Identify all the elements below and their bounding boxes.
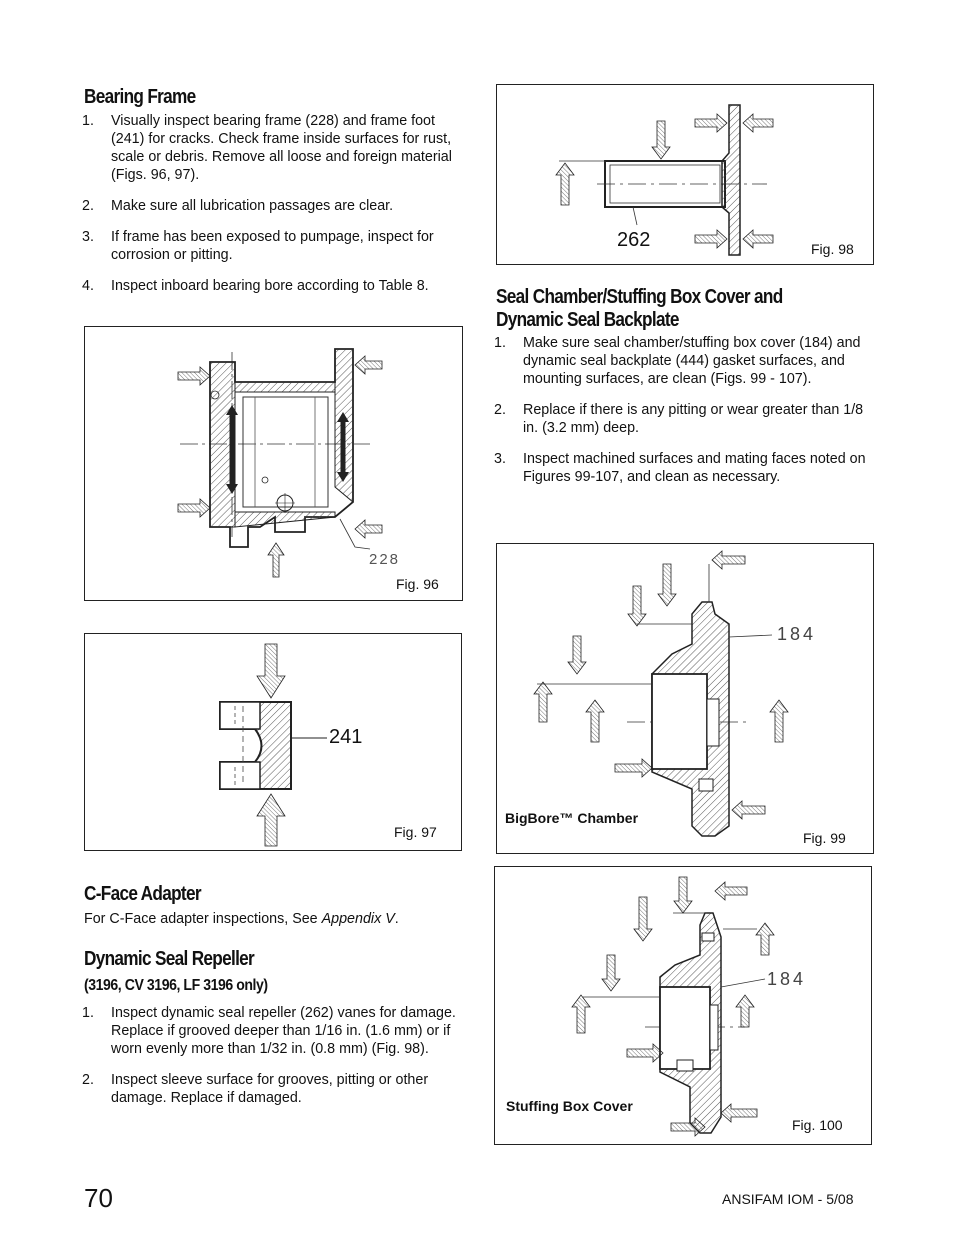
- figure-96: [84, 326, 463, 601]
- frame-foot-drawing: [85, 634, 463, 852]
- page-number: 70: [84, 1183, 113, 1213]
- figure-label: Fig. 98: [811, 241, 854, 257]
- list-item: 1. Inspect dynamic seal repeller (262) vanes for damage. Replace if grooved deeper than 1/16 in. (1.6 mm) or if worn evenly more than 1/32 in. (0.8 mm) (Fig. 98).: [82, 1005, 456, 1057]
- figure-99: [496, 543, 874, 854]
- c-face-text: For C-Face adapter inspections, See Appendix V.: [84, 911, 399, 927]
- figure-100: [494, 866, 872, 1145]
- list-item: 2. Make sure all lubrication passages are clear.: [82, 198, 394, 214]
- seal-chamber-heading: Seal Chamber/Stuffing Box Cover and Dynamic Seal Backplate: [496, 286, 783, 331]
- repeller-drawing: [497, 85, 875, 266]
- list-item: 1. Visually inspect bearing frame (228) and frame foot (241) for cracks. Check frame inside surfaces for rust, scale or debris. Remove all loose and foreign material (Figs. 96, 97).: [82, 113, 452, 183]
- repeller-subheading: (3196, CV 3196, LF 3196 only): [84, 977, 268, 994]
- bearing-frame-drawing: [85, 327, 464, 602]
- callout-228: 228: [369, 551, 401, 568]
- figure-label: Fig. 97: [394, 824, 437, 840]
- figure-97: [84, 633, 462, 851]
- figure-98: [496, 84, 874, 265]
- list-item: 2. Replace if there is any pitting or wear greater than 1/8 in. (3.2 mm) deep.: [494, 402, 864, 436]
- repeller-steps: [82, 1004, 462, 1120]
- seal-chamber-steps: [494, 334, 876, 499]
- bigbore-chamber-drawing: [497, 544, 875, 855]
- document-footer: ANSIFAM IOM - 5/08: [722, 1191, 854, 1207]
- appendix-link: Appendix V: [321, 911, 395, 927]
- dynamic-seal-repeller-heading: Dynamic Seal Repeller: [84, 948, 255, 970]
- callout-241: 241: [329, 726, 363, 748]
- c-face-adapter-heading: C-Face Adapter: [84, 883, 201, 905]
- list-item: 2. Inspect sleeve surface for grooves, pitting or other damage. Replace if damaged.: [82, 1072, 429, 1106]
- figure-label: Fig. 99: [803, 830, 846, 846]
- bearing-frame-steps: [82, 112, 462, 308]
- list-item: 3. Inspect machined surfaces and mating faces noted on Figures 99-107, and clean as necessary.: [494, 451, 866, 485]
- figure-caption: Stuffing Box Cover: [506, 1098, 633, 1114]
- figure-label: Fig. 96: [396, 576, 439, 592]
- callout-262: 262: [617, 229, 651, 251]
- callout-184: 184: [777, 624, 817, 644]
- list-item: 4. Inspect inboard bearing bore according to Table 8.: [82, 278, 429, 294]
- list-item: 1. Make sure seal chamber/stuffing box cover (184) and dynamic seal backplate (444) gasket surfaces, and mounting surfaces, are clean (Figs. 99 - 107).: [494, 335, 861, 387]
- callout-184: 184: [767, 969, 807, 989]
- figure-caption: BigBore™ Chamber: [505, 810, 639, 826]
- figure-label: Fig. 100: [792, 1117, 843, 1133]
- list-item: 3. If frame has been exposed to pumpage, inspect for corrosion or pitting.: [82, 229, 434, 263]
- bearing-frame-heading: Bearing Frame: [84, 86, 196, 108]
